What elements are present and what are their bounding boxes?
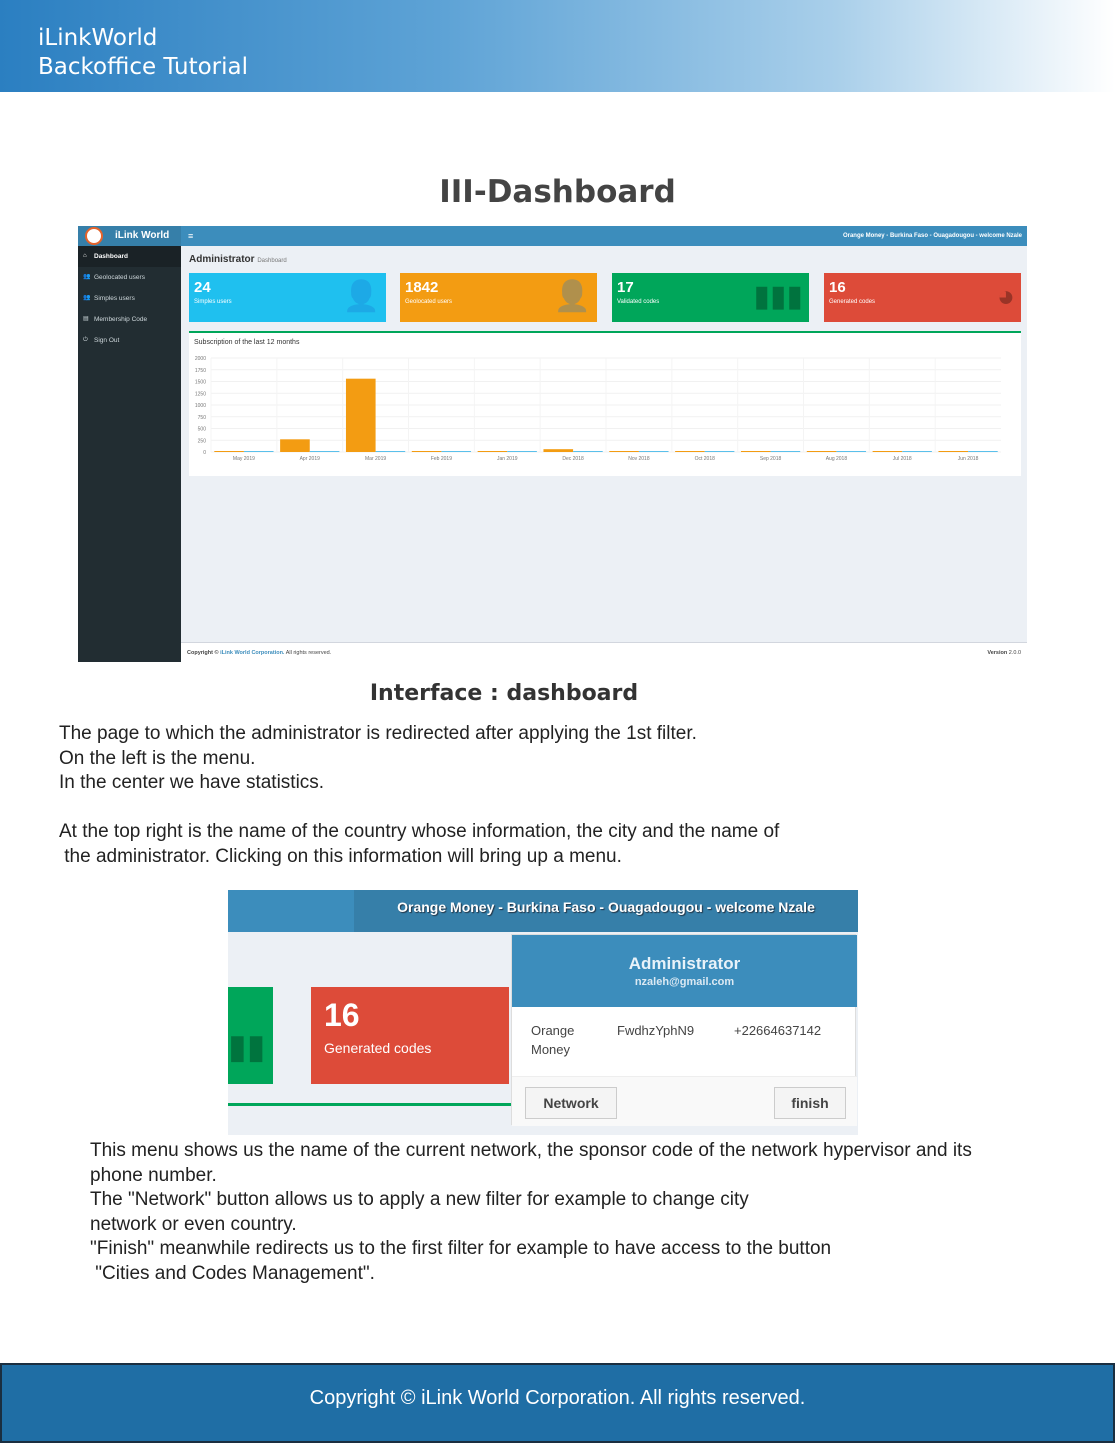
bar-feb-2019-series-1: [412, 451, 442, 452]
users-icon: 👥: [83, 274, 91, 280]
user-plus-icon: 👤: [553, 280, 591, 313]
x-tick-label: Feb 2019: [430, 456, 452, 462]
user-plus-icon: 👤: [342, 280, 380, 313]
text-line: On the left is the menu.: [59, 747, 256, 769]
copyright-label: Copyright ©: [187, 650, 219, 656]
banner-title: iLinkWorld: [38, 25, 158, 51]
home-icon: ⌂: [83, 253, 87, 259]
users-icon: 👥: [83, 295, 91, 301]
table-icon: ▤: [83, 316, 89, 322]
y-tick-label: 1250: [194, 391, 206, 398]
sponsor-code: FwdhzYphN9: [617, 1023, 695, 1038]
x-tick-label: Apr 2019: [299, 456, 320, 462]
validated-codes-card: [228, 987, 273, 1084]
bar-dec-2018-series-1: [543, 449, 573, 452]
dropdown-footer: [512, 1076, 857, 1126]
sidebar-item-label: Simples users: [94, 295, 135, 302]
section-title: III-Dashboard: [439, 174, 676, 210]
bar-may-2019-series-2: [244, 451, 274, 452]
generated-codes-card: [311, 987, 509, 1084]
user-email: nzaleh@gmail.com: [634, 976, 735, 988]
card-value: 16: [829, 279, 846, 296]
text-line: the administrator. Clicking on this information will bring up a menu.: [59, 845, 622, 867]
x-tick-label: Oct 2018: [694, 456, 715, 462]
x-tick-label: Dec 2018: [562, 456, 584, 462]
text-line: "Cities and Codes Management".: [90, 1262, 375, 1284]
card-value: 17: [617, 279, 634, 296]
bar-apr-2019-series-1: [280, 439, 310, 452]
user-menu-screenshot: [228, 890, 858, 1135]
bar-jan-2019-series-1: [478, 451, 508, 452]
text-line: network or even country.: [90, 1213, 297, 1235]
y-tick-label: 250: [197, 438, 206, 445]
paragraph-dashboard: [59, 722, 1059, 869]
page-subtitle: Dashboard: [257, 258, 287, 264]
stat-card-simples-users: [189, 273, 386, 322]
sidebar-item-label: Membership Code: [94, 316, 148, 323]
y-tick-label: 750: [197, 414, 206, 421]
page-footer: Copyright © iLink World Corporation. All rights reserved.: [0, 1363, 1115, 1443]
network-name-line1: Orange: [531, 1023, 575, 1038]
bar-aug-2018-series-2: [836, 451, 866, 452]
globe-icon: [85, 227, 103, 245]
bar-mar-2019-series-2: [376, 451, 406, 452]
bar-sep-2018-series-1: [741, 451, 771, 452]
stat-card-geolocated-users: [400, 273, 597, 322]
x-tick-label: Jan 2019: [496, 456, 518, 462]
stat-card-validated-codes: [612, 273, 809, 322]
network-name-line2: Money: [531, 1042, 571, 1057]
text-line: At the top right is the name of the country whose information, the city and the name of: [59, 821, 780, 842]
finish-button[interactable]: finish: [774, 1087, 846, 1119]
x-tick-label: May 2019: [232, 456, 255, 462]
sidebar: [78, 246, 181, 662]
card-value: 24: [194, 279, 211, 296]
stat-card-generated-codes: [824, 273, 1021, 322]
bar-oct-2018-series-1: [675, 451, 705, 452]
company-link[interactable]: iLink World Corporation.: [220, 650, 285, 656]
figure-caption: Interface : dashboard: [369, 681, 639, 706]
card-value: 1842: [405, 279, 439, 296]
user-dropdown: [511, 934, 856, 1125]
card-value: 16: [324, 997, 360, 1033]
x-tick-label: Jul 2018: [892, 456, 912, 462]
bar-dec-2018-series-2: [573, 451, 603, 452]
y-tick-label: 500: [197, 426, 206, 433]
text-line: [59, 796, 1059, 821]
bar-chart-icon: ▮▮▮: [753, 280, 803, 313]
x-tick-label: Mar 2019: [365, 456, 387, 462]
bar-feb-2019-series-2: [441, 451, 471, 452]
version-label: Version: [987, 650, 1008, 656]
sidebar-item-label: Sign Out: [94, 337, 120, 344]
bar-oct-2018-series-2: [705, 451, 735, 452]
page-title-text: Administrator: [189, 254, 255, 265]
sidebar-item-geolocated-users[interactable]: [78, 267, 181, 288]
text-line: The "Network" button allows us to apply a new filter for example to change city: [90, 1189, 749, 1210]
card-label: Validated codes: [617, 299, 660, 305]
subscription-chart: [189, 345, 1021, 475]
bar-may-2019-series-1: [214, 451, 244, 452]
sidebar-item-sign-out[interactable]: [78, 330, 181, 351]
network-name: [531, 1021, 574, 1059]
power-icon: ⏻: [83, 337, 88, 343]
card-label: Simples users: [194, 299, 232, 305]
bar-nov-2018-series-2: [639, 451, 669, 452]
paragraph-menu: [90, 1139, 1090, 1286]
text-line: "Finish" meanwhile redirects us to the first filter for example to have access to the button: [90, 1238, 832, 1259]
bar-nov-2018-series-1: [609, 451, 639, 452]
x-tick-label: Sep 2018: [759, 456, 782, 462]
subscription-chart-box: [189, 331, 1021, 476]
page-title: [189, 254, 287, 265]
user-info-menu[interactable]: Orange Money - Burkina Faso - Ouagadougou - welcome Nzale: [842, 233, 1022, 239]
bar-jan-2019-series-2: [507, 451, 537, 452]
rights-text: All rights reserved.: [285, 650, 332, 656]
dashboard-screenshot: [78, 226, 1027, 662]
bar-aug-2018-series-1: [807, 451, 837, 452]
hamburger-icon[interactable]: ≡: [188, 231, 194, 241]
network-button[interactable]: Network: [525, 1087, 617, 1119]
version-number: 2.0.0: [1008, 650, 1021, 656]
bar-sep-2018-series-2: [771, 451, 801, 452]
text-line: This menu shows us the name of the current network, the sponsor code of the network hypervisor and its: [90, 1140, 972, 1161]
phone-number: +22664637142: [734, 1023, 822, 1038]
bar-chart-icon: ▮▮: [228, 1028, 266, 1066]
sidebar-item-dashboard[interactable]: [78, 246, 181, 267]
text-line: In the center we have statistics.: [59, 772, 325, 793]
user-info-menu[interactable]: Orange Money - Burkina Faso - Ouagadougou - welcome Nzale: [354, 890, 858, 932]
card-label: Geolocated users: [405, 299, 453, 305]
chart-title: Subscription of the last 12 months: [194, 339, 300, 346]
y-tick-label: 1750: [194, 367, 206, 374]
card-label: Generated codes: [324, 1040, 432, 1056]
x-tick-label: Aug 2018: [825, 456, 848, 462]
bar-apr-2019-series-2: [310, 451, 340, 452]
app-name: iLink World: [115, 230, 170, 241]
bar-mar-2019-series-1: [346, 379, 376, 452]
dashboard-footer: [181, 642, 1027, 662]
y-tick-label: 1500: [194, 379, 206, 386]
sidebar-item-label: Geolocated users: [94, 274, 145, 281]
banner-subtitle: Backoffice Tutorial: [38, 54, 248, 80]
y-tick-label: 1000: [194, 403, 206, 409]
app-logo[interactable]: [78, 226, 181, 246]
sidebar-item-simples-users[interactable]: [78, 288, 181, 309]
user-role: Administrator: [628, 954, 741, 973]
divider: [228, 1103, 511, 1106]
text-line: The page to which the administrator is redirected after applying the 1st filter.: [59, 723, 697, 744]
x-tick-label: Jun 2018: [957, 456, 979, 462]
bar-jun-2018-series-2: [968, 451, 998, 452]
text-line: phone number.: [90, 1164, 217, 1186]
card-label: Generated codes: [829, 299, 876, 305]
page-banner: [0, 0, 1115, 92]
dropdown-header: [512, 935, 857, 1007]
sidebar-item-membership-code[interactable]: [78, 309, 181, 330]
sidebar-item-label: Dashboard: [94, 253, 128, 260]
bar-jun-2018-series-1: [938, 451, 968, 452]
y-tick-label: 0: [203, 450, 206, 456]
x-tick-label: Nov 2018: [628, 456, 650, 462]
bar-jul-2018-series-1: [873, 451, 903, 452]
y-tick-label: 2000: [194, 356, 206, 362]
bar-jul-2018-series-2: [902, 451, 932, 452]
pie-chart-icon: ◕: [996, 280, 1015, 313]
